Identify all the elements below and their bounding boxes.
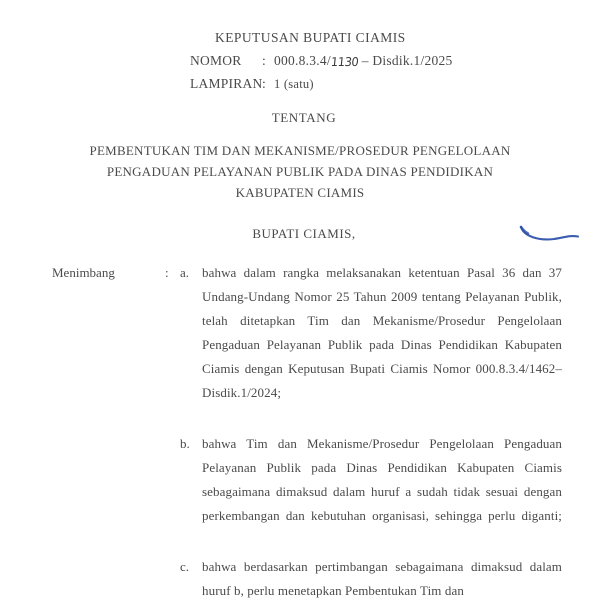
document-header [190, 30, 590, 92]
considerations-list [180, 261, 562, 603]
consideration-text: bahwa dalam rangka melaksanakan ketentuan Pasal 36 dan 37 Undang-Undang Nomor 25 Tahun 2009 tentang Pelayanan Publik, telah ditetapkan Tim dan Mekanisme/Prosedur Pengelolaan Pengaduan Pelayanan Publik pada Dinas Pendidikan Kabupaten Ciamis dengan Keputusan Bupati Ciamis Nomor 000.8.3.4/1462–Disdik.1/2024; [202, 265, 562, 400]
authority-line: BUPATI CIAMIS, [252, 226, 356, 241]
document-subject [74, 140, 526, 203]
subject-line-2: PENGADUAN PELAYANAN PUBLIK PADA DINAS PENDIDIKAN [106, 164, 494, 179]
consideration-item [180, 555, 562, 603]
consideration-marker: b. [180, 436, 190, 451]
nomor-handwritten-digits: 1130 [330, 54, 359, 69]
consideration-marker: c. [180, 559, 190, 574]
consideration-item [180, 432, 562, 552]
nomor-colon: : [262, 53, 267, 68]
subject-line-1: PEMBENTUKAN TIM DAN MEKANISME/PROSEDUR PENGELOLAAN [89, 143, 511, 158]
tentang-label: TENTANG [271, 110, 337, 125]
consideration-item [180, 261, 562, 429]
lampiran-colon: : [262, 76, 267, 91]
document-title: KEPUTUSAN BUPATI CIAMIS [215, 30, 406, 45]
nomor-suffix: – Disdik.1/2025 [358, 53, 453, 68]
nomor-value [274, 53, 453, 69]
consideration-text: bahwa Tim dan Mekanisme/Prosedur Pengelolaan Pengaduan Pelayanan Publik pada Dinas Pendidikan Kabupaten Ciamis sebagaimana dimaksud dalam huruf a sudah tidak sesuai dengan perkembangan dan kebutuhan organisasi, sehingga perlu diganti; [202, 436, 562, 523]
nomor-label: NOMOR [190, 53, 242, 68]
considerations-section [52, 261, 562, 603]
nomor-row [190, 53, 590, 69]
nomor-prefix: 000.8.3.4/ [274, 53, 331, 68]
lampiran-label: LAMPIRAN [190, 76, 263, 91]
menimbang-colon: : [165, 265, 169, 280]
consideration-text: bahwa berdasarkan pertimbangan sebagaimana dimaksud dalam huruf b, perlu menetapkan Pembentukan Tim dan [202, 559, 562, 598]
lampiran-value: 1 (satu) [274, 77, 314, 91]
subject-line-3: KABUPATEN CIAMIS [235, 185, 365, 200]
lampiran-row [190, 76, 590, 92]
menimbang-label: Menimbang [52, 265, 115, 280]
consideration-marker: a. [180, 265, 190, 280]
